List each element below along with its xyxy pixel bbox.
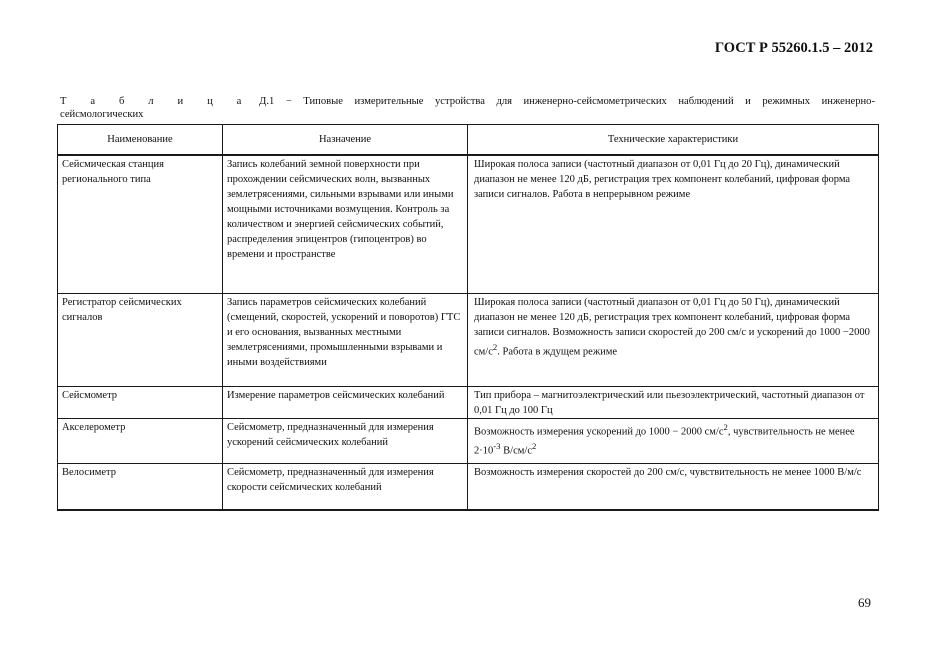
device-purpose-cell: Сейсмометр, предназначенный для измерения ускорений сейсмических колебаний [223, 418, 468, 463]
devices-table [57, 124, 879, 511]
device-specs-cell [468, 418, 879, 463]
page-number: 69 [858, 595, 871, 610]
superscript: 2 [492, 341, 498, 352]
table-header-row [58, 125, 879, 156]
device-name-cell: Велосиметр [58, 463, 223, 510]
table-caption-text: Д.1 − Типовые измерительные устройства для инженерно-сейсмометрических наблюдений и режимных инженерно- [259, 96, 875, 107]
device-specs-cell: Широкая полоса записи (частотный диапазон от 0,01 Гц до 20 Гц), динамический диапазон не менее 120 дБ, регистрация трех компонент колебаний, цифровая форма записи сигналов. Работа в непрерывном режиме [468, 155, 879, 293]
device-purpose-cell: Сейсмометр, предназначенный для измерения скорости сейсмических колебаний [223, 463, 468, 510]
table-row [58, 293, 879, 386]
table-row [58, 418, 879, 463]
device-name-cell: Сейсмическая станция регионального типа [58, 155, 223, 293]
device-purpose-cell: Измерение параметров сейсмических колебаний [223, 386, 468, 418]
superscript: 2 [723, 421, 728, 432]
table-row [58, 155, 879, 293]
table-caption-label: Т а б л и ц а [60, 96, 248, 107]
document-code: ГОСТ Р 55260.1.5 – 2012 [714, 40, 873, 56]
table-caption-continuation: сейсмологических [60, 109, 144, 120]
superscript: 2 [531, 441, 537, 451]
column-header-name: Наименование [58, 125, 223, 156]
superscript: -3 [493, 441, 501, 451]
specs-text: В/см/с [500, 445, 532, 457]
device-purpose-cell: Запись параметров сейсмических колебаний (смещений, скоростей, ускорений и поворотов) ГТС и его основания, вызванных местными землетрясениями, промышленными взрывами и иными воздействиями [223, 293, 468, 386]
specs-text: Широкая полоса записи (частотный диапазон от 0,01 Гц до 50 Гц), динамический диапазон не менее 120 дБ, регистрация трех компонент колебаний, цифровая форма записи сигналов. Возможность записи скоростей до 200 см/с и ускорений до 1000 −2000 см/с [474, 296, 870, 357]
device-purpose-cell: Запись колебаний земной поверхности при прохождении сейсмических волн, вызванных землетрясениями, сильными взрывами или иными мощными источниками возмущения. Контроль за количеством и энергией сейсмических событий, распределения эпицентров (гипоцентров) во времени и пространстве [223, 155, 468, 293]
table-caption-line [60, 95, 875, 108]
column-header-purpose: Назначение [223, 125, 468, 156]
specs-text: , чувствительность не менее 2·10 [474, 426, 855, 457]
device-name-cell: Регистратор сейсмических сигналов [58, 293, 223, 386]
device-specs-cell: Возможность измерения скоростей до 200 см/с, чувствительность не менее 1000 В/м/с [468, 463, 879, 510]
device-name-cell: Акселерометр [58, 418, 223, 463]
table-row [58, 386, 879, 418]
table-caption [60, 95, 875, 121]
device-name-cell: Сейсмометр [58, 386, 223, 418]
device-specs-cell: Тип прибора – магнитоэлектрический или пьезоэлектрический, частотный диапазон от 0,01 Гц до 100 Гц [468, 386, 879, 418]
device-specs-cell [468, 293, 879, 386]
table-row [58, 463, 879, 510]
column-header-specs: Технические характеристики [468, 125, 879, 156]
specs-text: Возможность измерения ускорений до 1000 − 2000 см/с [474, 426, 724, 437]
specs-text: . Работа в ждущем режиме [497, 346, 618, 357]
